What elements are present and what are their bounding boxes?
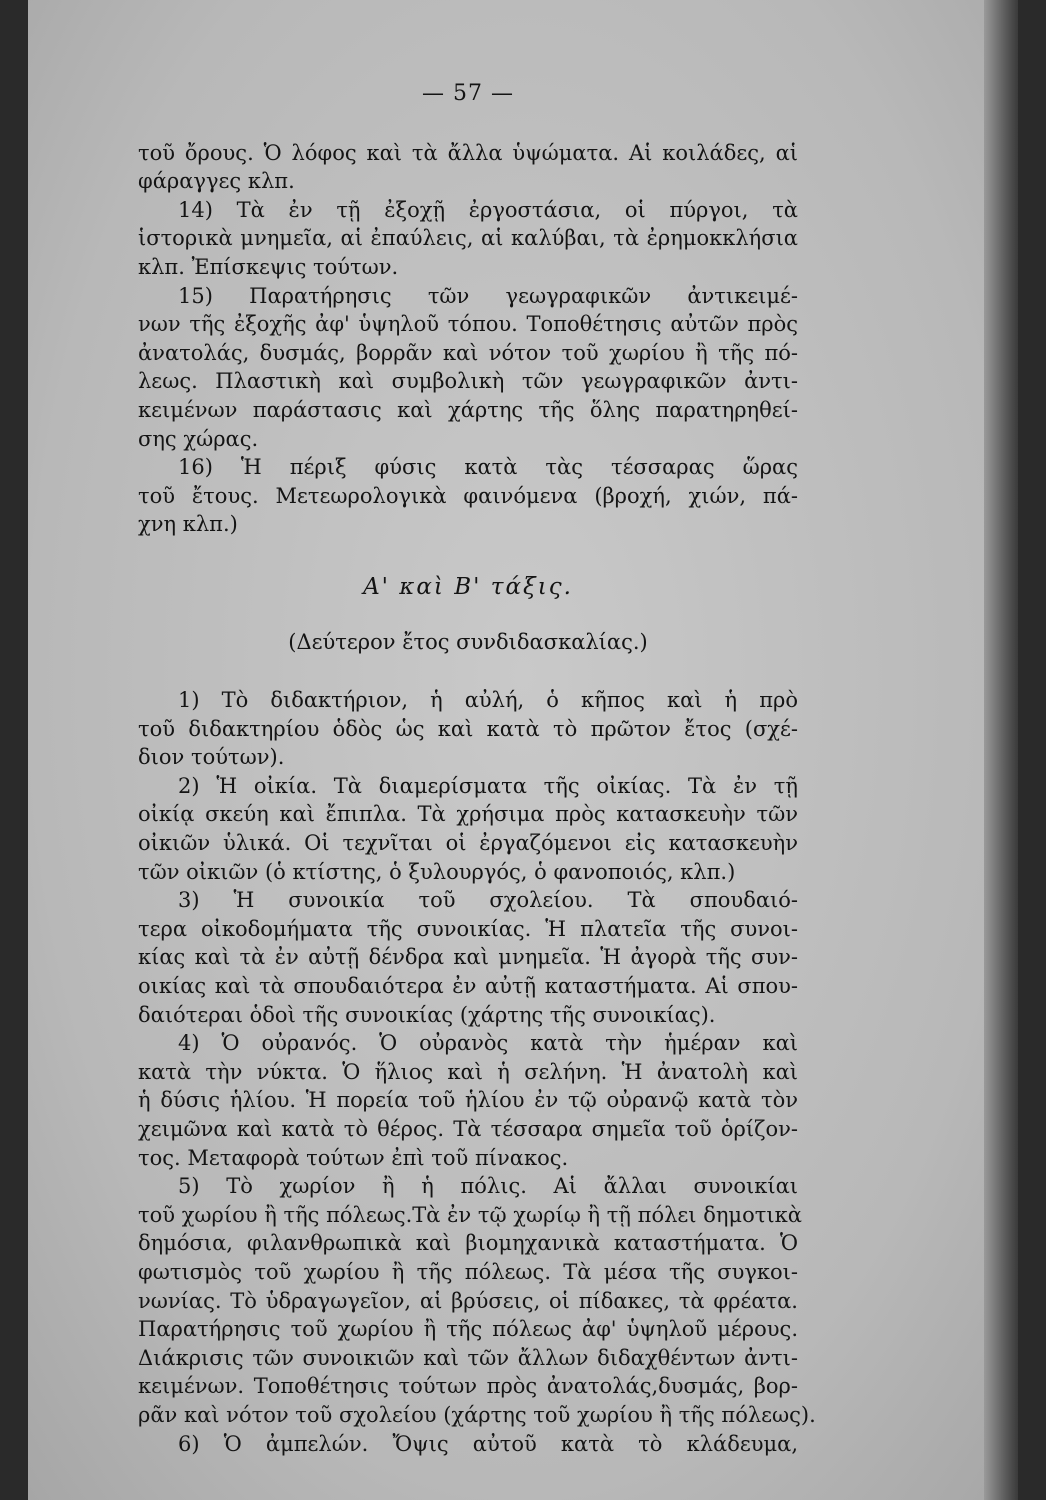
text-line: 15) Παρατήρησις τῶν γεωγραφικῶν ἀντικειμέ- xyxy=(178,283,798,308)
page-content xyxy=(138,80,816,1458)
body-paragraphs xyxy=(138,686,816,1458)
text-line: οἰκίᾳ σκεύη καὶ ἔπιπλα. Τὰ χρήσιμα πρὸς κατασκευὴν τῶν xyxy=(138,802,798,827)
text-line: τος. Μεταφορὰ τούτων ἐπὶ τοῦ πίνακος. xyxy=(138,1145,569,1170)
text-line: νωνίας. Τὸ ὑδραγωγεῖον, αἱ βρύσεις, οἱ πίδακες, τὰ φρέατα. xyxy=(138,1288,798,1313)
book-page xyxy=(28,0,1018,1500)
text-line: 6) Ὁ ἀμπελών. Ὄψις αὐτοῦ κατὰ τὸ κλάδευμα, xyxy=(178,1431,798,1456)
text-line: 2) Ἡ οἰκία. Τὰ διαμερίσματα τῆς οἰκίας. Τὰ ἐν τῇ xyxy=(178,773,798,798)
text-line: κίας καὶ τὰ ἐν αὐτῇ δένδρα καὶ μνημεῖα. Ἡ ἀγορὰ τῆς συν- xyxy=(138,945,798,970)
text-line: 3) Ἡ συνοικία τοῦ σχολείου. Τὰ σπουδαιό- xyxy=(178,888,798,913)
text-line: τερα οἰκοδομήματα τῆς συνοικίας. Ἡ πλατεῖα τῆς συνοι- xyxy=(138,916,798,941)
text-line: δαιότεραι ὁδοὶ τῆς συνοικίας (χάρτης τῆς συνοικίας). xyxy=(138,1002,716,1027)
text-line: χειμῶνα καὶ κατὰ τὸ θέρος. Τὰ τέσσαρα σημεῖα τοῦ ὁρίζον- xyxy=(138,1117,798,1141)
text-line: Διάκρισις τῶν συνοικιῶν καὶ τῶν ἄλλων διδαχθέντων ἀντι- xyxy=(138,1345,798,1370)
text-line: 16) Ἡ πέριξ φύσις κατὰ τὰς τέσσαρας ὥρας xyxy=(178,455,798,480)
text-line: νων τῆς ἐξοχῆς ἀφ' ὑψηλοῦ τόπου. Τοποθέτησις αὐτῶν πρὸς xyxy=(138,312,798,337)
text-line: ρᾶν καὶ νότον τοῦ σχολείου (χάρτης τοῦ χωρίου ἢ τῆς πόλεως). xyxy=(138,1402,816,1427)
text-line: 1) Τὸ διδακτήριον, ἡ αὐλή, ὁ κῆπος καὶ ἡ πρὸ xyxy=(178,688,798,713)
text-line: σης χώρας. xyxy=(138,426,259,451)
text-line: τοῦ ὄρους. Ὁ λόφος καὶ τὰ ἄλλα ὑψώματα. Αἱ κοιλάδες, αἱ xyxy=(138,140,798,165)
text-line: οἰκιῶν ὑλικά. Οἱ τεχνῖται οἱ ἐργαζόμενοι εἰς κατασκευὴν xyxy=(138,831,798,856)
text-line: κειμένων παράστασις καὶ χάρτης τῆς ὅλης παρατηρηθεί- xyxy=(138,397,798,422)
text-line: τοῦ ἔτους. Μετεωρολογικὰ φαινόμενα (βροχή, χιών, πά- xyxy=(138,483,798,508)
text-line: ἀνατολάς, δυσμάς, βορρᾶν καὶ νότον τοῦ χωρίου ἢ τῆς πό- xyxy=(138,340,798,365)
text-line: φωτισμὸς τοῦ χωρίου ἢ τῆς πόλεως. Τὰ μέσα τῆς συγκοι- xyxy=(138,1259,798,1284)
section-heading: Α' καὶ Β' τάξις. xyxy=(363,573,573,600)
text-line: τοῦ διδακτηρίου ὁδὸς ὡς καὶ κατὰ τὸ πρῶτον ἔτος (σχέ- xyxy=(138,716,798,741)
section-subheading: (Δεύτερον ἔτος συνδιδασκαλίας.) xyxy=(288,629,648,654)
text-line: φάραγγες κλπ. xyxy=(138,169,295,194)
text-line: 14) Τὰ ἐν τῇ ἐξοχῇ ἐργοστάσια, οἱ πύργοι, τὰ xyxy=(178,197,798,222)
text-line: κλπ. Ἐπίσκεψις τούτων. xyxy=(138,254,399,279)
page-edge-shadow xyxy=(984,0,1018,1500)
text-line: λεως. Πλαστικὴ καὶ συμβολικὴ τῶν γεωγραφικῶν ἀντι- xyxy=(138,369,798,394)
page-number: — 57 — xyxy=(422,81,514,106)
text-line: χνη κλπ.) xyxy=(138,512,238,537)
intro-paragraphs xyxy=(138,139,798,539)
text-line: κατὰ τὴν νύκτα. Ὁ ἥλιος καὶ ἡ σελήνη. Ἡ ἀνατολὴ καὶ xyxy=(138,1059,798,1084)
text-line: ἡ δύσις ἡλίου. Ἡ πορεία τοῦ ἡλίου ἐν τῷ οὐρανῷ κατὰ τὸν xyxy=(138,1088,798,1113)
text-line: Παρατήρησις τοῦ χωρίου ἢ τῆς πόλεως ἀφ' ὑψηλοῦ μέρους. xyxy=(138,1317,798,1342)
text-line: κειμένων. Τοποθέτησις τούτων πρὸς ἀνατολάς,δυσμάς, βορ- xyxy=(138,1374,798,1399)
text-line: τοῦ χωρίου ἢ τῆς πόλεως.Τὰ ἐν τῷ χωρίῳ ἢ τῇ πόλει δημοτικὰ xyxy=(138,1202,802,1227)
text-line: οικίας καὶ τὰ σπουδαιότερα ἐν αὐτῇ καταστήματα. Αἱ σπου- xyxy=(138,974,798,999)
text-line: διον τούτων). xyxy=(138,745,285,770)
text-line: ἱστορικὰ μνημεῖα, αἱ ἐπαύλεις, αἱ καλύβαι, τὰ ἐρημοκκλήσια xyxy=(138,226,798,251)
text-line: 5) Τὸ χωρίον ἢ ἡ πόλις. Αἱ ἄλλαι συνοικίαι xyxy=(178,1174,798,1199)
text-line: 4) Ὁ οὐρανός. Ὁ οὐρανὸς κατὰ τὴν ἡμέραν καὶ xyxy=(178,1031,798,1056)
text-line: δημόσια, φιλανθρωπικὰ καὶ βιομηχανικὰ καταστήματα. Ὁ xyxy=(138,1231,798,1256)
text-line: τῶν οἰκιῶν (ὁ κτίστης, ὁ ξυλουργός, ὁ φανοποιός, κλπ.) xyxy=(138,859,736,884)
